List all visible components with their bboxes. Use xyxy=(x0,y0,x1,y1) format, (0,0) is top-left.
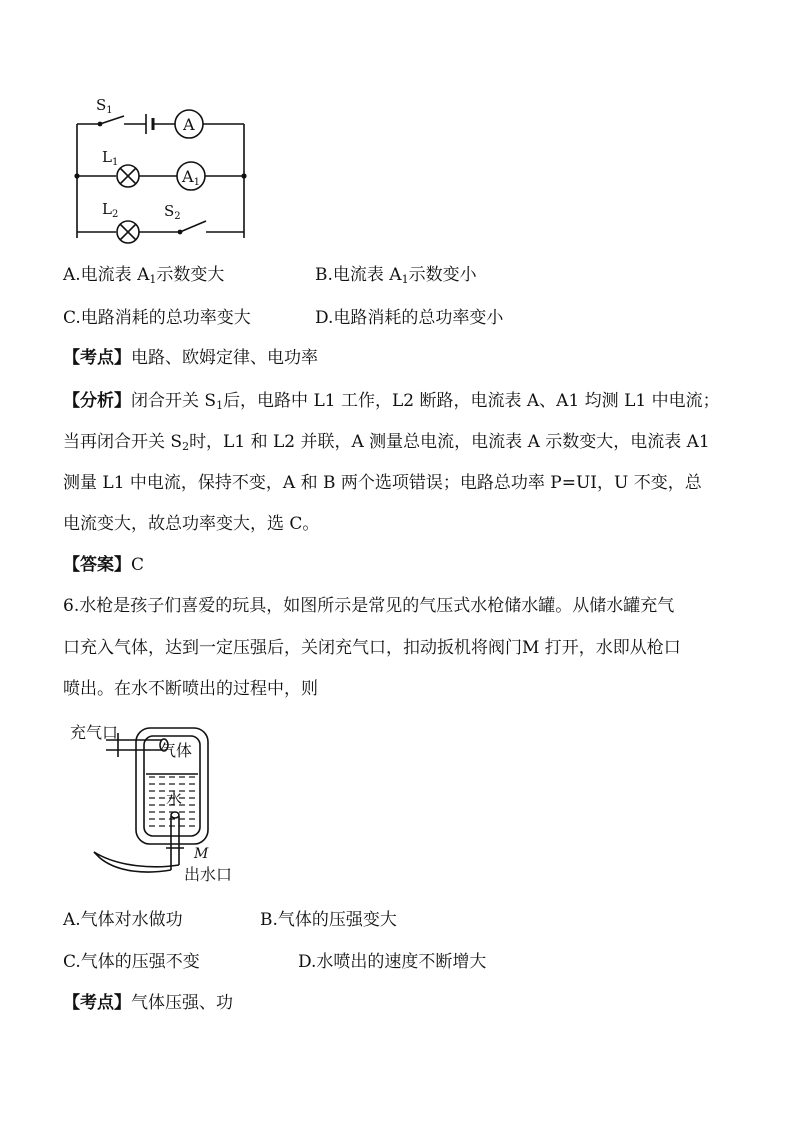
q6-option-a: A.气体对水做功 xyxy=(63,910,183,930)
q5-fenxi-line2: 当再闭合开关 $S_2$时，L1 和 L2 并联，A 测量总电流，电流表 A 示数变大，电流表 A1 xyxy=(63,432,710,453)
ammeter-a-label: A xyxy=(183,115,195,134)
valve-label: M xyxy=(194,846,209,862)
switch-s1-label: $S_1$ xyxy=(96,96,113,116)
switch-s2-label: $S_2$ xyxy=(164,202,181,222)
ammeter-a1-label: A1 xyxy=(182,167,200,188)
q6-option-b: B.气体的压强变大 xyxy=(260,910,397,930)
circuit-diagram xyxy=(60,88,260,248)
q6-stem-line1: 6.水枪是孩子们喜爱的玩具，如图所示是常见的气压式水枪储水罐。从储水罐充气 xyxy=(63,596,675,616)
lamp-l1-label: $L_1$ xyxy=(102,148,119,168)
q6-option-d: D.水喷出的速度不断增大 xyxy=(298,952,487,972)
q5-fenxi-line3: 测量 L1 中电流，保持不变，A 和 B 两个选项错误；电路总功率 P=UI，U 不变，总 xyxy=(63,473,702,493)
q6-stem-line3: 喷出。在水不断喷出的过程中，则 xyxy=(63,679,318,699)
q5-option-b: B.电流表 $A_1$示数变小 xyxy=(315,265,477,286)
q5-fenxi-line1: 【分析】闭合开关 $S_1$后，电路中 L1 工作，L2 断路，电流表 A、A1 均测 L1 中电流； xyxy=(63,391,720,412)
water-label: 水 xyxy=(166,789,183,808)
q5-kaodian: 【考点】电路、欧姆定律、电功率 xyxy=(63,348,318,368)
lamp-l2-label: $L_2$ xyxy=(102,200,119,220)
q5-fenxi-line4: 电流变大，故总功率变大，选 C。 xyxy=(63,514,320,534)
q6-option-c: C.气体的压强不变 xyxy=(63,952,200,972)
q6-kaodian: 【考点】气体压强、功 xyxy=(63,993,233,1013)
outlet-label: 出水口 xyxy=(184,865,233,884)
q6-stem-line2: 口充入气体，达到一定压强后，关闭充气口，扣动扳机将阀门M 打开，水即从枪口 xyxy=(63,638,681,658)
inlet-label: 充气口 xyxy=(70,723,119,742)
q5-answer: 【答案】C xyxy=(63,555,145,575)
water-tank-diagram xyxy=(68,718,268,888)
q5-option-d: D.电路消耗的总功率变小 xyxy=(315,308,504,328)
q5-option-a: A.电流表 $A_1$示数变大 xyxy=(63,265,225,286)
gas-label: 气体 xyxy=(160,741,193,760)
q5-option-c: C.电路消耗的总功率变大 xyxy=(63,308,251,328)
